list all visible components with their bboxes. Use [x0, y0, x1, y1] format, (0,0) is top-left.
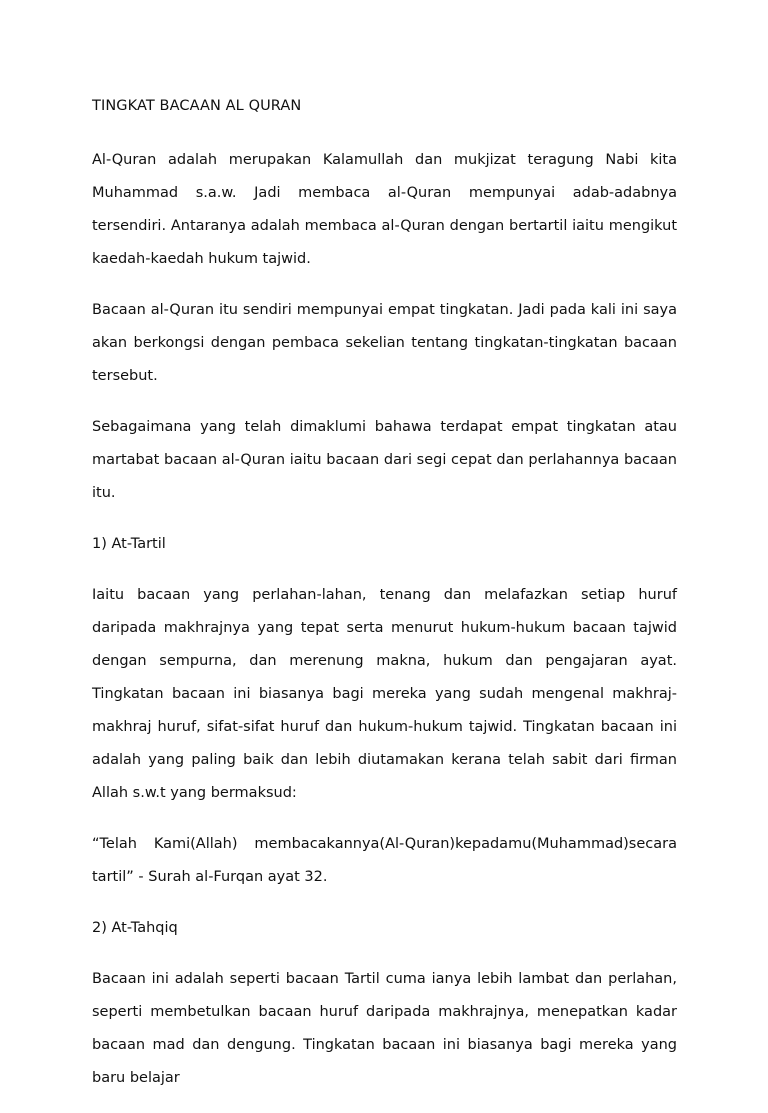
paragraph-levels: Bacaan al-Quran itu sendiri mempunyai empat tingkatan. Jadi pada kali ini saya akan berkongsi dengan pembaca sekelian tentang tingkatan-tingkatan bacaan tersebut. — [92, 302, 677, 384]
section-heading-tartil: 1) At-Tartil — [92, 536, 166, 552]
paragraph-intro: Al-Quran adalah merupakan Kalamullah dan mukjizat teragung Nabi kita Muhammad s.a.w. Jadi membaca al-Quran mempunyai adab-adabnya tersendiri. Antaranya adalah membaca al-Quran dengan bertartil iaitu mengikut kaedah-kaedah hukum tajwid. — [92, 152, 677, 267]
quote-text: “Telah Kami(Allah) membacakannya(Al-Quran)kepadamu(Muhammad)secara tartil” - Surah al-Furqan ayat 32. — [92, 836, 677, 885]
section-heading-tahqiq: 2) At-Tahqiq — [92, 920, 178, 936]
document-title: TINGKAT BACAAN AL QURAN — [92, 98, 302, 114]
document-page — [92, 90, 677, 1113]
paragraph-summary: Sebagaimana yang telah dimaklumi bahawa terdapat empat tingkatan atau martabat bacaan al-Quran iaitu bacaan dari segi cepat dan perlahannya bacaan itu. — [92, 419, 677, 501]
section-body-tahqiq: Bacaan ini adalah seperti bacaan Tartil cuma ianya lebih lambat dan perlahan, seperti membetulkan bacaan huruf daripada makhrajnya, menepatkan kadar bacaan mad dan dengung. Tingkatan bacaan ini biasanya bagi mereka yang baru belajar — [92, 971, 677, 1086]
section-body-tartil: Iaitu bacaan yang perlahan-lahan, tenang dan melafazkan setiap huruf daripada makhrajnya yang tepat serta menurut hukum-hukum bacaan tajwid dengan sempurna, dan merenung makna, hukum dan pengajaran ayat. Tingkatan bacaan ini biasanya bagi mereka yang sudah mengenal makhraj-makhraj huruf, sifat-sifat huruf dan hukum-hukum tajwid. Tingkatan bacaan ini adalah yang paling baik dan lebih diutamakan kerana telah sabit dari firman Allah s.w.t yang bermaksud: — [92, 587, 677, 801]
